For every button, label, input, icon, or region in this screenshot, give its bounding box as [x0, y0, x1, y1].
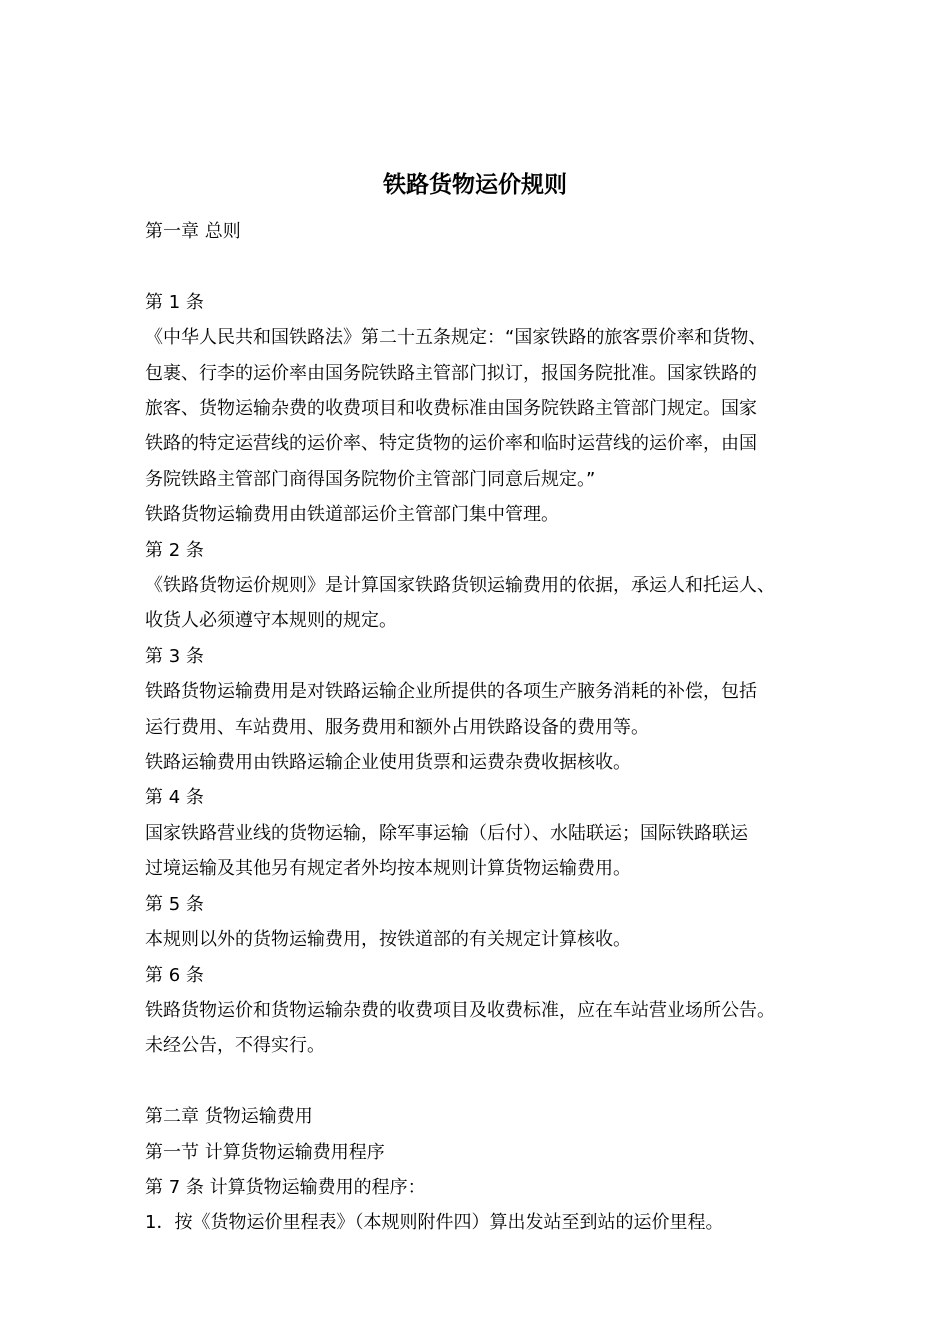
paragraph-line: 务院铁路主管部门商得国务院物价主管部门同意后规定。”	[145, 468, 596, 490]
paragraph-line: 《中华人民共和国铁路法》第二十五条规定：“国家铁路的旅客票价率和货物、	[145, 327, 767, 349]
blank-line	[145, 249, 825, 284]
document-title: 铁路货物运价规则	[383, 172, 567, 198]
paragraph-line: 铁路运输费用由铁路运输企业使用货票和运费杂费收据核收。	[145, 752, 631, 774]
paragraph-line: 《铁路货物运价规则》是计算国家铁路货钡运输费用的依据，承运人和托运人、	[145, 575, 775, 597]
paragraph-line: 包裹、行李的运价率由国务院铁路主管部门拟订，报国务院批准。国家铁路的	[145, 362, 757, 384]
paragraph-line: 收货人必须遵守本规则的规定。	[145, 610, 397, 632]
paragraph-line: 过境运输及其他另有规定者外均按本规则计算货物运输费用。	[145, 858, 631, 880]
article-heading: 第 5 条	[145, 893, 204, 915]
list-item: 1．按《货物运价里程表》（本规则附件四）算出发站至到站的运价里程。	[145, 1212, 724, 1234]
paragraph-line: 运行费用、车站费用、服务费用和额外占用铁路设备的费用等。	[145, 716, 649, 738]
paragraph-line: 旅客、货物运输杂费的收费项目和收费标准由国务院铁路主管部门规定。国家	[145, 398, 757, 420]
article-heading: 第 6 条	[145, 964, 204, 986]
paragraph-line: 铁路货物运输费用是对铁路运输企业所提供的各项生产腋务消耗的补偿，包括	[145, 681, 757, 703]
paragraph-line: 未经公告，不得实行。	[145, 1035, 325, 1057]
section-heading: 第一节 计算货物运输费用程序	[145, 1141, 385, 1163]
article-heading: 第 2 条	[145, 539, 204, 561]
article-heading: 第 3 条	[145, 645, 204, 667]
document-body	[145, 214, 825, 1241]
article-heading: 第 7 条 计算货物运输费用的程序：	[145, 1176, 426, 1198]
paragraph-line: 铁路的特定运营线的运价率、特定货物的运价率和临时运营线的运价率，由国	[145, 433, 757, 455]
article-heading: 第 4 条	[145, 787, 204, 809]
paragraph-line: 铁路货物运价和货物运输杂费的收费项目及收费标准，应在车站营业场所公告。	[145, 999, 775, 1021]
paragraph-line: 铁路货物运输费用由铁道部运价主管部门集中管理。	[145, 504, 559, 526]
paragraph-line: 本规则以外的货物运输费用，按铁道部的有关规定计算核收。	[145, 929, 631, 951]
chapter-heading: 第一章 总则	[145, 221, 241, 242]
chapter-heading: 第二章 货物运输费用	[145, 1106, 313, 1128]
article-heading: 第 1 条	[145, 291, 204, 313]
blank-line	[145, 1064, 825, 1099]
paragraph-line: 国家铁路营业线的货物运输，除军事运输（后付）、水陆联运；国际铁路联运	[145, 822, 748, 844]
